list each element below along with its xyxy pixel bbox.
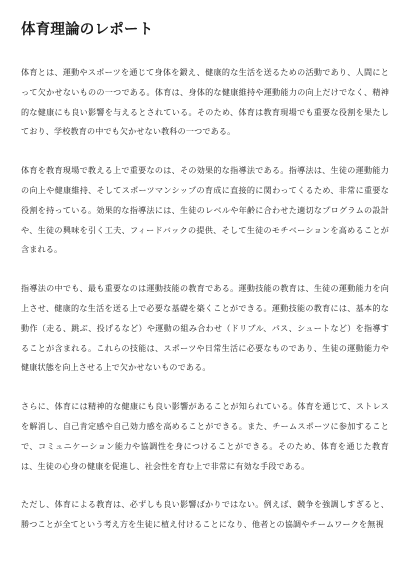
document-body — [21, 63, 389, 554]
paragraph: 体育を教育現場で教える上で重要なのは、その効果的な指導法である。指導法は、生徒の運動能力の向上や健康維持、そしてスポーツマンシップの育成に直接的に関わってくるため、非常に重要な役割を持っている。効果的な指導法には、生徒のレベルや年齢に合わせた適切なプログラムの設計や、生徒の興味を引く工夫、フィードバックの提供、そして生徒のモチベーションを高めることが含まれる。 — [21, 165, 389, 255]
document-title: 体育理論のレポート — [21, 22, 154, 38]
paragraph: 体育とは、運動やスポーツを通じて身体を鍛え、健康的な生活を送るための活動であり、人間にとって欠かせないものの一つである。体育は、身体的な健康維持や運動能力の向上だけでなく、精神的な健康にも良い影響を与えるとされている。そのため、体育は教育現場でも重要な役割を果たしており、学校教育の中でも欠かせない教科の一つである。 — [21, 67, 389, 137]
paragraph: 指導法の中でも、最も重要なのは運動技能の教育である。運動技能の教育は、生徒の運動能力を向上させ、健康的な生活を送る上で必要な基礎を築くことができる。運動技能の教育には、基本的な動作（走る、跳ぶ、投げるなど）や運動の組み合わせ（ドリブル、パス、シュートなど）を指導することが含まれる。これらの技能は、スポーツや日常生活に必要なものであり、生徒の運動能力や健康状態を向上させる上で欠かせないものである。 — [21, 283, 389, 373]
paragraph: ただし、体育による教育は、必ずしも良い影響ばかりではない。例えば、競争を強調しすぎると、勝つことが全てという考え方を生徒に植え付けることになり、他者との協調やチームワークを無視 — [21, 499, 389, 530]
paragraph: さらに、体育には精神的な健康にも良い影響があることが知られている。体育を通じて、ストレスを解消し、自己肯定感や自己効力感を高めることができる。また、チームスポーツに参加することで、コミュニケーション能力や協調性を身につけることができる。そのため、体育を通じた教育は、生徒の心身の健康を促進し、社会性を育む上で非常に有効な手段である。 — [21, 401, 389, 471]
